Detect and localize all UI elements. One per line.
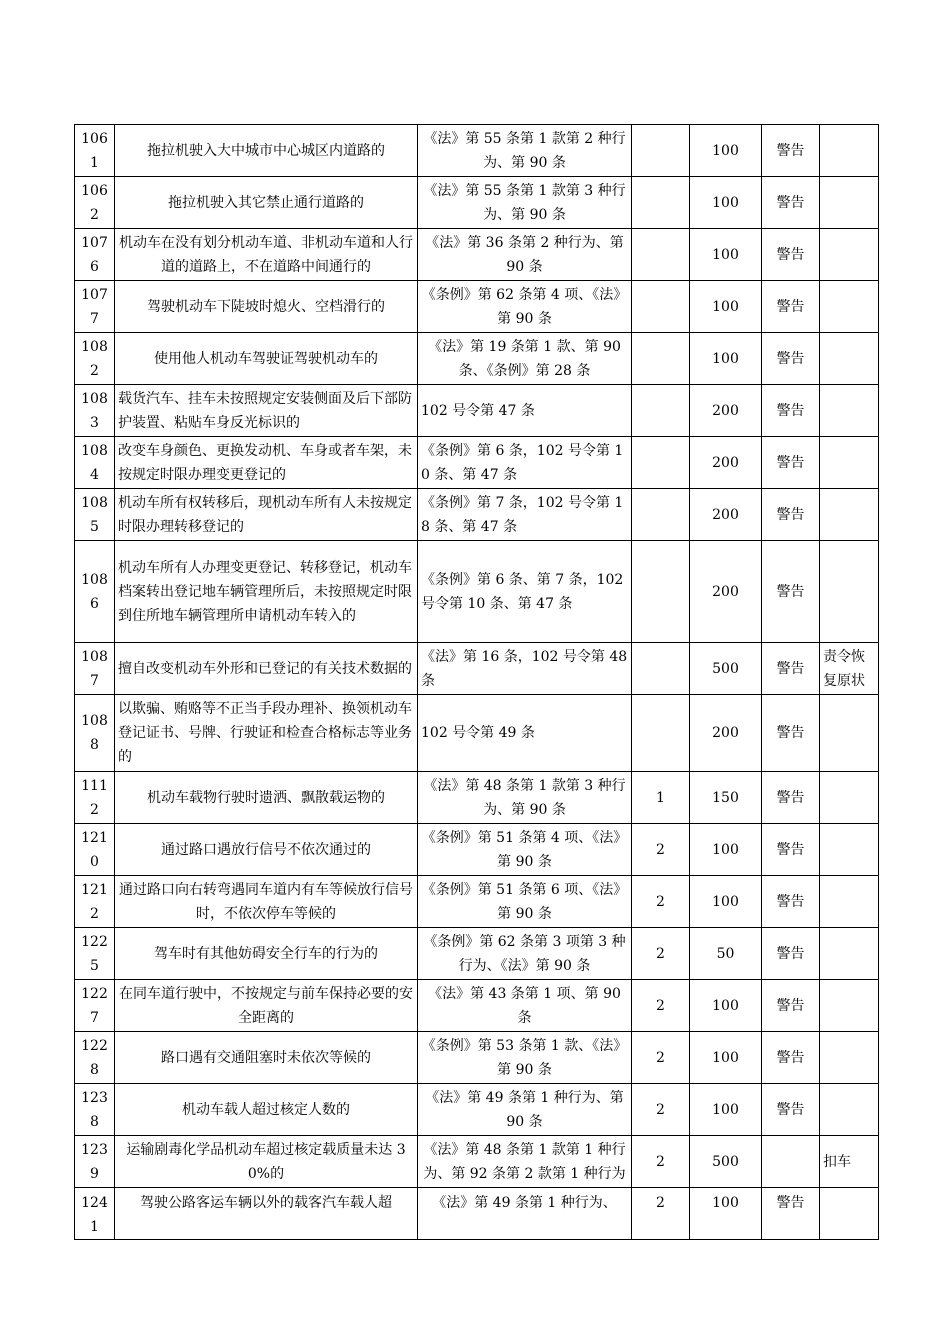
violation-code: 1228: [75, 1032, 115, 1084]
violation-description: 擅自改变机动车外形和已登记的有关技术数据的: [115, 643, 418, 695]
violation-description: 运输剧毒化学品机动车超过核定载质量未达 30%的: [115, 1136, 418, 1188]
legal-basis: 《法》第 49 条第 1 种行为、第 90 条: [418, 1084, 632, 1136]
penalty-points: 2: [632, 824, 690, 876]
warning-cell: 警告: [762, 824, 820, 876]
violation-code: 1238: [75, 1084, 115, 1136]
violation-description: 路口遇有交通阻塞时未依次等候的: [115, 1032, 418, 1084]
fine-amount: 200: [690, 489, 762, 541]
violation-description: 拖拉机驶入大中城市中心城区内道路的: [115, 125, 418, 177]
legal-basis: 《法》第 19 条第 1 款、第 90 条、《条例》第 28 条: [418, 333, 632, 385]
penalty-points: [632, 333, 690, 385]
fine-amount: 100: [690, 1188, 762, 1240]
warning-cell: 警告: [762, 1032, 820, 1084]
legal-basis: 《条例》第 6 条，102 号令第 10 条、第 47 条: [418, 437, 632, 489]
warning-cell: 警告: [762, 695, 820, 772]
violation-description: 通过路口遇放行信号不依次通过的: [115, 824, 418, 876]
legal-basis: 《条例》第 7 条，102 号令第 18 条、第 47 条: [418, 489, 632, 541]
violation-description: 驾驶公路客运车辆以外的载客汽车载人超: [115, 1188, 418, 1240]
table-row: [75, 541, 879, 643]
violation-description: 拖拉机驶入其它禁止通行道路的: [115, 177, 418, 229]
legal-basis: 《法》第 36 条第 2 种行为、第 90 条: [418, 229, 632, 281]
warning-cell: 警告: [762, 125, 820, 177]
legal-basis: 《法》第 48 条第 1 款第 3 种行为、第 90 条: [418, 772, 632, 824]
penalty-points: [632, 437, 690, 489]
violation-code: 1212: [75, 876, 115, 928]
other-measure: [820, 928, 879, 980]
penalty-points: [632, 541, 690, 643]
fine-amount: 100: [690, 125, 762, 177]
fine-amount: 100: [690, 824, 762, 876]
violation-code: 1227: [75, 980, 115, 1032]
legal-basis: 《条例》第 53 条第 1 款、《法》第 90 条: [418, 1032, 632, 1084]
violation-code: 1062: [75, 177, 115, 229]
legal-basis: 《条例》第 62 条第 3 项第 3 种行为、《法》第 90 条: [418, 928, 632, 980]
warning-cell: 警告: [762, 333, 820, 385]
penalty-points: 2: [632, 928, 690, 980]
fine-amount: 100: [690, 281, 762, 333]
violation-code: 1082: [75, 333, 115, 385]
warning-cell: 警告: [762, 643, 820, 695]
violation-description: 驾驶机动车下陡坡时熄火、空档滑行的: [115, 281, 418, 333]
penalty-points: 2: [632, 1136, 690, 1188]
violation-code: 1112: [75, 772, 115, 824]
penalty-points: [632, 695, 690, 772]
violation-code: 1088: [75, 695, 115, 772]
legal-basis: 《条例》第 51 条第 4 项、《法》第 90 条: [418, 824, 632, 876]
legal-basis: 《法》第 49 条第 1 种行为、: [418, 1188, 632, 1240]
fine-amount: 200: [690, 437, 762, 489]
other-measure: 责令恢复原状: [820, 643, 879, 695]
table-row: [75, 125, 879, 177]
violation-description: 在同车道行驶中，不按规定与前车保持必要的安全距离的: [115, 980, 418, 1032]
other-measure: [820, 1084, 879, 1136]
table-row: [75, 229, 879, 281]
penalty-points: 2: [632, 1032, 690, 1084]
table-row: [75, 824, 879, 876]
penalty-points: 2: [632, 876, 690, 928]
table-row: [75, 437, 879, 489]
table-row: [75, 177, 879, 229]
fine-amount: 100: [690, 229, 762, 281]
table-row: [75, 1032, 879, 1084]
other-measure: [820, 333, 879, 385]
fine-amount: 100: [690, 980, 762, 1032]
legal-basis: 《条例》第 6 条、第 7 条，102 号令第 10 条、第 47 条: [418, 541, 632, 643]
penalty-points: [632, 281, 690, 333]
fine-amount: 200: [690, 541, 762, 643]
warning-cell: 警告: [762, 980, 820, 1032]
violation-code: 1077: [75, 281, 115, 333]
penalty-points: 2: [632, 1188, 690, 1240]
violation-description: 载货汽车、挂车未按照规定安装侧面及后下部防护装置、粘贴车身反光标识的: [115, 385, 418, 437]
penalty-points: [632, 489, 690, 541]
legal-basis: 《法》第 55 条第 1 款第 2 种行为、第 90 条: [418, 125, 632, 177]
fine-amount: 150: [690, 772, 762, 824]
violation-table: [74, 124, 879, 1240]
violation-description: 机动车所有权转移后，现机动车所有人未按规定时限办理转移登记的: [115, 489, 418, 541]
violation-code: 1086: [75, 541, 115, 643]
warning-cell: 警告: [762, 1188, 820, 1240]
other-measure: [820, 695, 879, 772]
violation-code: 1241: [75, 1188, 115, 1240]
violation-code: 1087: [75, 643, 115, 695]
fine-amount: 100: [690, 177, 762, 229]
table-row: [75, 385, 879, 437]
fine-amount: 50: [690, 928, 762, 980]
table-row: [75, 772, 879, 824]
warning-cell: 警告: [762, 177, 820, 229]
violation-description: 改变车身颜色、更换发动机、车身或者车架，未按规定时限办理变更登记的: [115, 437, 418, 489]
fine-amount: 200: [690, 385, 762, 437]
legal-basis: 《法》第 43 条第 1 项、第 90 条: [418, 980, 632, 1032]
violation-code: 1239: [75, 1136, 115, 1188]
table-row: [75, 1136, 879, 1188]
other-measure: [820, 177, 879, 229]
other-measure: [820, 1188, 879, 1240]
table-row: [75, 1188, 879, 1240]
table-row: [75, 928, 879, 980]
table-row: [75, 876, 879, 928]
legal-basis: 《法》第 55 条第 1 款第 3 种行为、第 90 条: [418, 177, 632, 229]
warning-cell: 警告: [762, 772, 820, 824]
other-measure: 扣车: [820, 1136, 879, 1188]
table-row: [75, 1084, 879, 1136]
other-measure: [820, 772, 879, 824]
fine-amount: 100: [690, 333, 762, 385]
table-row: [75, 695, 879, 772]
fine-amount: 100: [690, 876, 762, 928]
other-measure: [820, 489, 879, 541]
violation-code: 1084: [75, 437, 115, 489]
other-measure: [820, 1032, 879, 1084]
legal-basis: 102 号令第 49 条: [418, 695, 632, 772]
penalty-points: 1: [632, 772, 690, 824]
fine-amount: 500: [690, 1136, 762, 1188]
violation-description: 使用他人机动车驾驶证驾驶机动车的: [115, 333, 418, 385]
fine-amount: 100: [690, 1084, 762, 1136]
warning-cell: 警告: [762, 281, 820, 333]
table-row: [75, 333, 879, 385]
other-measure: [820, 980, 879, 1032]
violation-description: 以欺骗、贿赂等不正当手段办理补、换领机动车登记证书、号牌、行驶证和检查合格标志等业务的: [115, 695, 418, 772]
warning-cell: 警告: [762, 1084, 820, 1136]
violation-description: 机动车载人超过核定人数的: [115, 1084, 418, 1136]
table-row: [75, 489, 879, 541]
penalty-points: [632, 177, 690, 229]
warning-cell: 警告: [762, 437, 820, 489]
warning-cell: 警告: [762, 229, 820, 281]
other-measure: [820, 437, 879, 489]
fine-amount: 500: [690, 643, 762, 695]
violation-description: 机动车所有人办理变更登记、转移登记，机动车档案转出登记地车辆管理所后，未按照规定时限到住所地车辆管理所申请机动车转入的: [115, 541, 418, 643]
fine-amount: 100: [690, 1032, 762, 1084]
violation-code: 1083: [75, 385, 115, 437]
legal-basis: 102 号令第 47 条: [418, 385, 632, 437]
table-row: [75, 281, 879, 333]
violation-code: 1061: [75, 125, 115, 177]
other-measure: [820, 876, 879, 928]
other-measure: [820, 125, 879, 177]
table-row: [75, 643, 879, 695]
violation-description: 通过路口向右转弯遇同车道内有车等候放行信号时，不依次停车等候的: [115, 876, 418, 928]
penalty-points: [632, 385, 690, 437]
warning-cell: 警告: [762, 876, 820, 928]
warning-cell: 警告: [762, 928, 820, 980]
legal-basis: 《法》第 48 条第 1 款第 1 种行为、第 92 条第 2 款第 1 种行为: [418, 1136, 632, 1188]
warning-cell: 警告: [762, 489, 820, 541]
fine-amount: 200: [690, 695, 762, 772]
violation-code: 1076: [75, 229, 115, 281]
penalty-points: [632, 643, 690, 695]
other-measure: [820, 385, 879, 437]
warning-cell: [762, 1136, 820, 1188]
warning-cell: 警告: [762, 385, 820, 437]
penalty-points: [632, 229, 690, 281]
warning-cell: 警告: [762, 541, 820, 643]
penalty-points: 2: [632, 1084, 690, 1136]
penalty-points: 2: [632, 980, 690, 1032]
other-measure: [820, 229, 879, 281]
violation-description: 机动车载物行驶时遗洒、飘散载运物的: [115, 772, 418, 824]
violation-code: 1085: [75, 489, 115, 541]
legal-basis: 《条例》第 51 条第 6 项、《法》第 90 条: [418, 876, 632, 928]
penalty-points: [632, 125, 690, 177]
other-measure: [820, 281, 879, 333]
legal-basis: 《条例》第 62 条第 4 项、《法》第 90 条: [418, 281, 632, 333]
other-measure: [820, 541, 879, 643]
other-measure: [820, 824, 879, 876]
violation-description: 驾车时有其他妨碍安全行车的行为的: [115, 928, 418, 980]
violation-code: 1210: [75, 824, 115, 876]
table-row: [75, 980, 879, 1032]
legal-basis: 《法》第 16 条，102 号令第 48 条: [418, 643, 632, 695]
violation-description: 机动车在没有划分机动车道、非机动车道和人行道的道路上，不在道路中间通行的: [115, 229, 418, 281]
violation-code: 1225: [75, 928, 115, 980]
